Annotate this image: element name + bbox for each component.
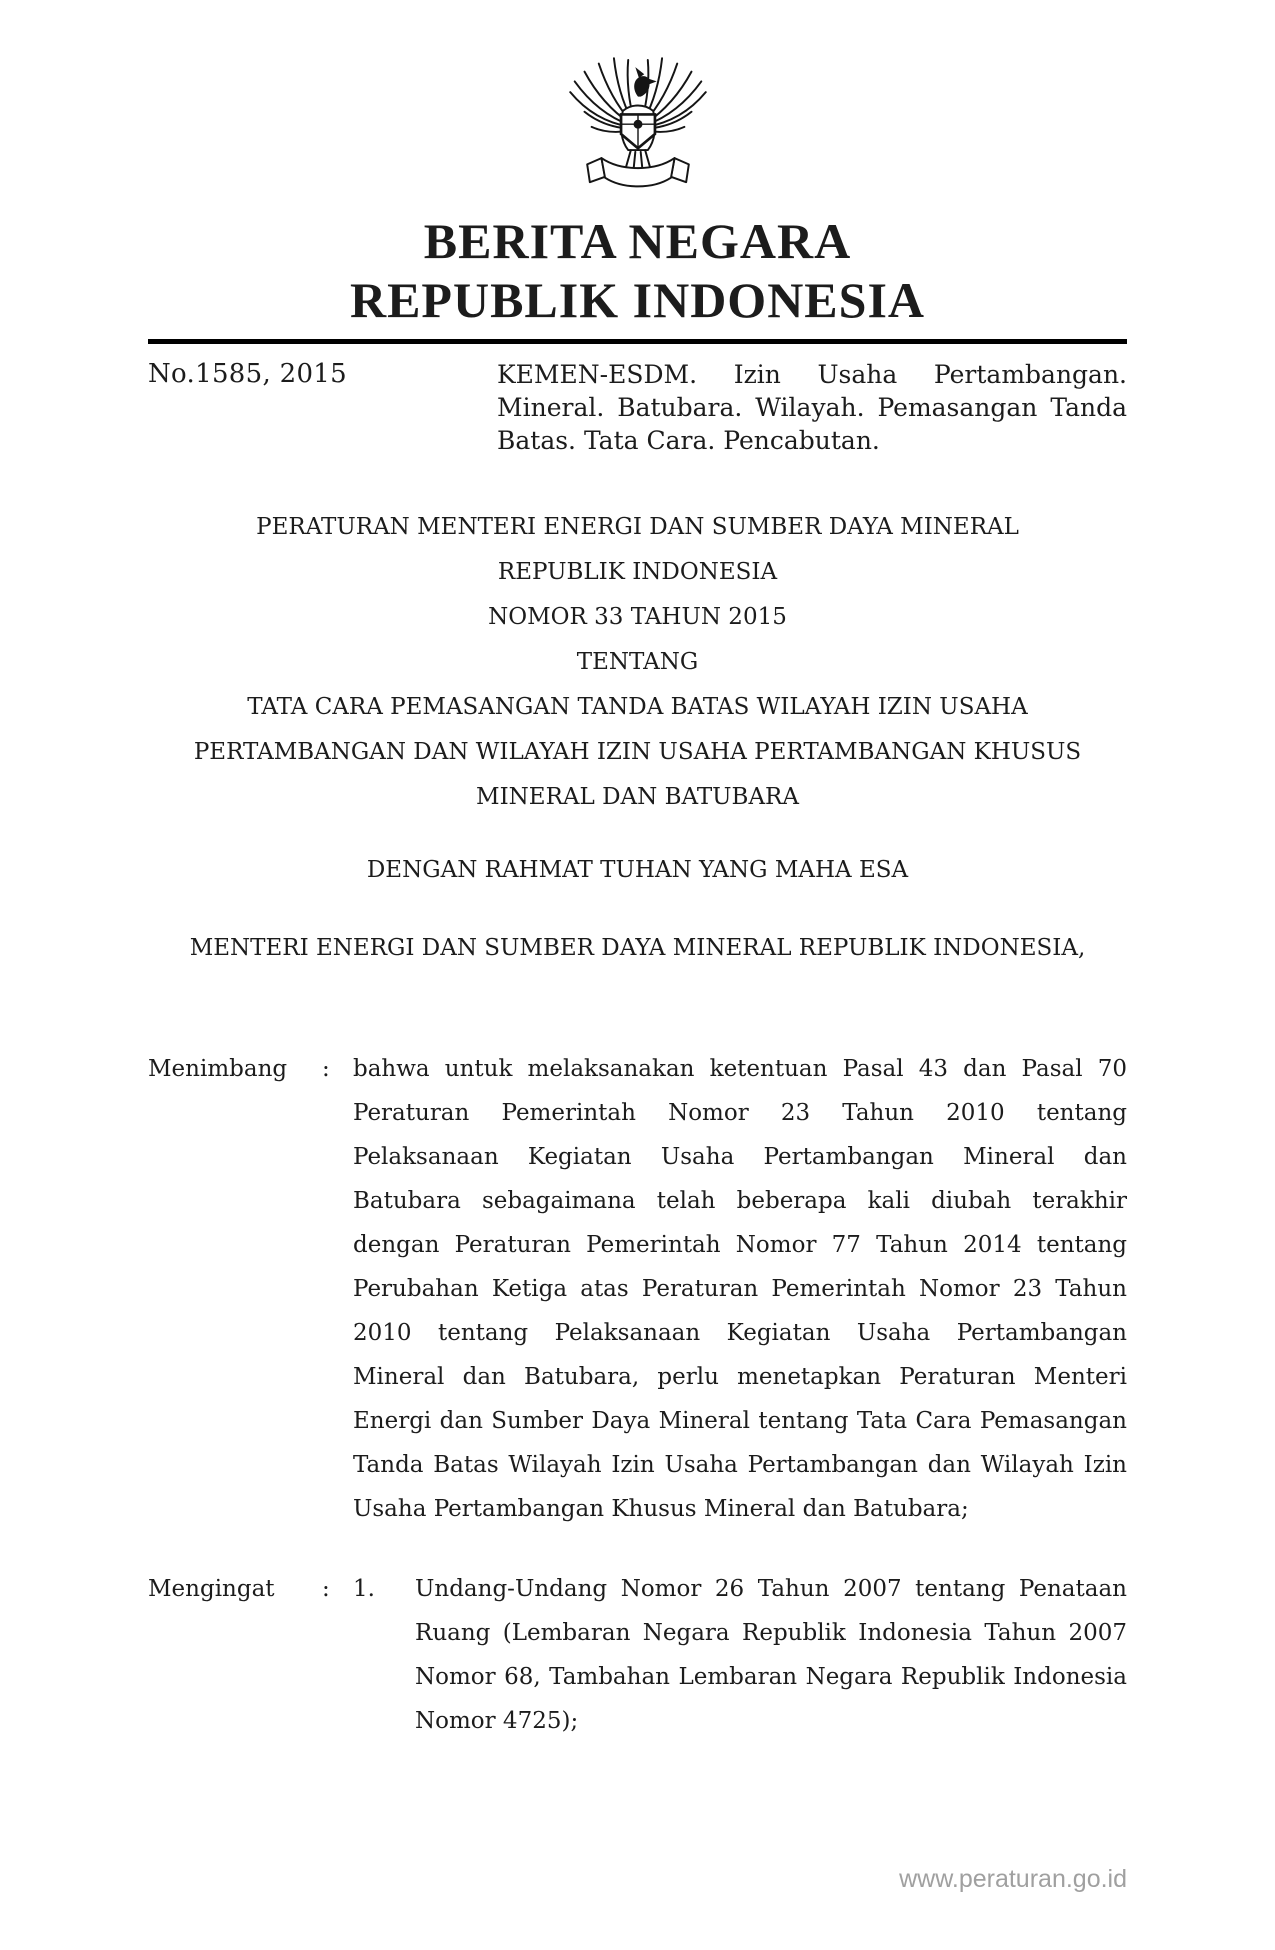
regulation-title — [148, 505, 1127, 820]
gazette-title-line2: REPUBLIK INDONESIA — [349, 272, 926, 328]
regulation-title-line-2: REPUBLIK INDONESIA — [497, 559, 778, 585]
legal-basis-item-1-text: Undang-Undang Nomor 26 Tahun 2007 tentang Penataan Ruang (Lembaran Negara Republik Indonesia Tahun 2007 Nomor 68, Tambahan Lembaran Negara Republik Indonesia Nomor 4725); — [415, 1576, 1127, 1734]
regulation-title-line-4: TENTANG — [576, 649, 699, 675]
legal-basis-colon: : — [322, 1576, 330, 1602]
invocation-line: DENGAN RAHMAT TUHAN YANG MAHA ESA — [366, 857, 909, 883]
gazette-masthead — [148, 212, 1127, 330]
considering-colon: : — [322, 1056, 330, 1082]
regulation-title-line-6: PERTAMBANGAN DAN WILAYAH IZIN USAHA PERTAMBANGAN KHUSUS — [193, 739, 1082, 765]
regulation-title-line-1: PERATURAN MENTERI ENERGI DAN SUMBER DAYA MINERAL — [256, 514, 1019, 540]
gazette-title-line1: BERITA NEGARA — [423, 213, 852, 269]
regulation-title-line-3: NOMOR 33 TAHUN 2015 — [488, 604, 787, 630]
legal-basis-item-1-number: 1. — [353, 1576, 375, 1602]
legal-basis-item-1 — [353, 1567, 1127, 1743]
legal-basis-section — [148, 1567, 1127, 1743]
garuda-ribbon — [587, 158, 689, 186]
regulation-title-line-5: TATA CARA PEMASANGAN TANDA BATAS WILAYAH IZIN USAHA — [247, 694, 1028, 720]
subject-line-3: Batas. Tata Cara. Pencabutan. — [497, 426, 880, 455]
regulation-title-line-7: MINERAL DAN BATUBARA — [476, 784, 799, 810]
gazette-subject-abstract — [497, 358, 1127, 457]
garuda-head — [634, 67, 657, 96]
gazette-header — [148, 358, 1127, 457]
subject-line-2: Mineral. Batubara. Wilayah. Pemasangan Tanda — [497, 393, 1127, 422]
considering-body: bahwa untuk melaksanakan ketentuan Pasal 43 dan Pasal 70 Peraturan Pemerintah Nomor 23 Tahun 2010 tentang Pelaksanaan Kegiatan Usaha Pertambangan Mineral dan Batubara sebagaimana telah beberapa kali diubah terakhir dengan Peraturan Pemerintah Nomor 77 Tahun 2014 tentang Perubahan Ketiga atas Peraturan Pemerintah Nomor 23 Tahun 2010 tentang Pelaksanaan Kegiatan Usaha Pertambangan Mineral dan Batubara, perlu menetapkan Peraturan Menteri Energi dan Sumber Daya Mineral tentang Tata Cara Pemasangan Tanda Batas Wilayah Izin Usaha Pertambangan dan Wilayah Izin Usaha Pertambangan Khusus Mineral dan Batubara; — [353, 1056, 1127, 1522]
legal-basis-list — [353, 1567, 1127, 1743]
subject-line-1: KEMEN-ESDM. Izin Usaha Pertambangan. — [497, 360, 1127, 389]
garuda-pancasila-emblem-icon — [562, 52, 714, 200]
watermark-url: www.peraturan.go.id — [899, 1865, 1127, 1893]
considering-label: Menimbang — [148, 1056, 288, 1082]
gazette-number: No.1585, 2015 — [148, 359, 347, 389]
legal-basis-label: Mengingat — [148, 1576, 275, 1602]
masthead-divider — [148, 339, 1127, 344]
issuing-official-line: MENTERI ENERGI DAN SUMBER DAYA MINERAL REPUBLIK INDONESIA, — [189, 935, 1086, 961]
considering-section — [148, 1047, 1127, 1531]
